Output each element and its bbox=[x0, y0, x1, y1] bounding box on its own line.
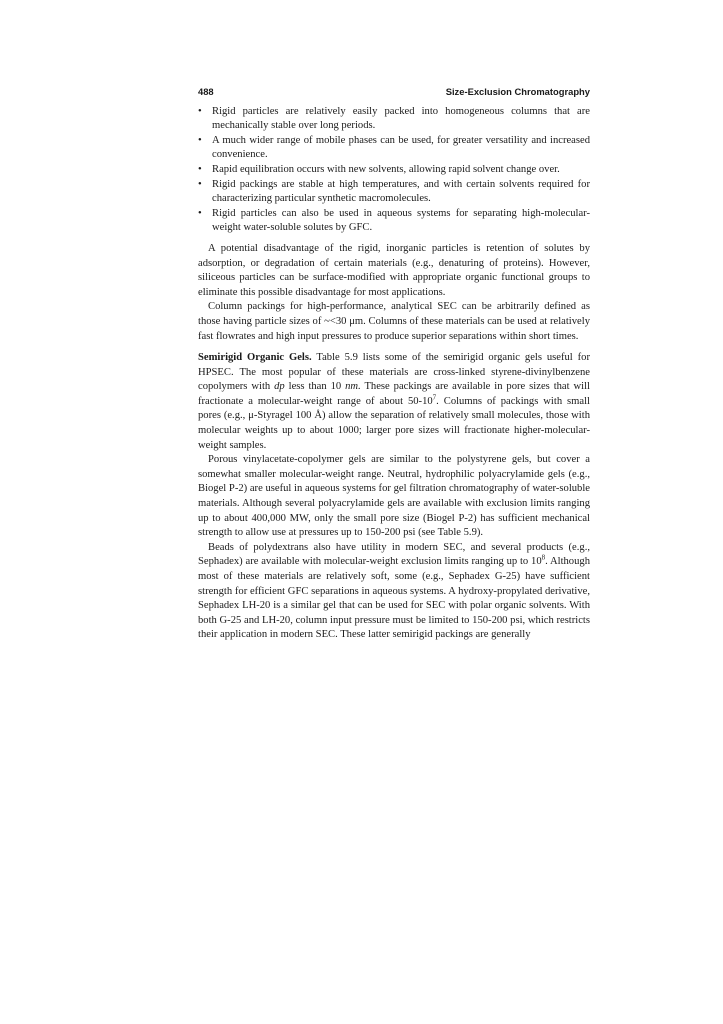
text-run: Beads of polydextrans also have utility in modern SEC, and several products (e.g., Sephadex) are available with molecular-weight exclusion limits ranging up to 10 bbox=[198, 541, 590, 568]
text-run: Table 5.9 lists some of the semirigid organic gels useful for HPSEC. The most popular of these materials are cross-linked styrene-divinylbenzene copolymers with bbox=[198, 352, 590, 393]
text-run-italic: dp bbox=[274, 381, 285, 393]
running-title: Size-Exclusion Chromatography bbox=[445, 86, 590, 97]
superscript: 7 bbox=[432, 393, 437, 402]
paragraph-semirigid-gels bbox=[198, 351, 590, 453]
list-item: • Rigid particles are relatively easily packed into homogeneous columns that are mechanically stable over long periods. bbox=[198, 105, 590, 134]
text-run: These packings are available in pore sizes that will fractionate a molecular-weight range of about 50-10 bbox=[198, 381, 590, 407]
text-run: . Although most of these materials are relatively soft, some (e.g., Sephadex G-25) have sufficient strength for efficient GFC separations in aqueous systems. A hydroxy-propylated derivative, Sephadex LH-20 is a similar gel that can be used for SEC with polar organic solvents. With both G-25 and LH-20, column input pressure must be limited to 150-200 psi, which restricts their application in modern SEC. These latter semirigid packings are generally bbox=[198, 556, 590, 641]
paragraph-disadvantage: A potential disadvantage of the rigid, inorganic particles is retention of solutes by adsorption, or degradation of certain materials (e.g., denaturing of proteins). However, siliceous particles can be surface-modified with appropriate organic functional groups to eliminate this possible disadvantage for most applications. bbox=[198, 242, 590, 298]
text-run: less than 10 bbox=[284, 381, 346, 393]
paragraph-vinylacetate-gels: Porous vinylacetate-copolymer gels are similar to the polystyrene gels, but cover a somewhat smaller molecular-weight range. Neutral, hydrophilic polyacrylamide gels (e.g., Biogel P-2) are useful in aqueous systems for gel filtration chromatography of water-soluble materials. Although several polyacrylamide gels are available with exclusion limits ranging up to about 400,000 MW, only the small pore size (Biogel P-2) has sufficient mechanical strength to allow use at pressures up to 150-200 psi (see Table 5.9). bbox=[198, 454, 590, 539]
paragraph-polydextrans bbox=[198, 541, 590, 643]
list-item: • Rigid particles can also be used in aqueous systems for separating high-molecular-weight water-soluble solutes by GFC. bbox=[198, 207, 590, 236]
section-heading: Semirigid Organic Gels. bbox=[198, 352, 312, 364]
text-run: . Columns of packings with small pores (e.g., μ-Styragel 100 Å) allow the separation of relatively small molecules, those with molecular weights up to about 1000; larger pore sizes will fractionate higher-molecular-weight samples. bbox=[198, 395, 590, 451]
running-header bbox=[198, 85, 590, 100]
page-number: 488 bbox=[198, 86, 214, 97]
text-run-italic: nm. bbox=[345, 381, 361, 393]
paragraph-column-packings: Column packings for high-performance, analytical SEC can be arbitrarily defined as those having particle sizes of ~<30 μm. Columns of these materials can be used at relatively fast flowrates and high input pressures to produce superior separations within short times. bbox=[198, 301, 590, 342]
superscript: 8 bbox=[541, 553, 546, 562]
list-item: • Rapid equilibration occurs with new solvents, allowing rapid solvent change over. bbox=[198, 163, 590, 178]
list-item: • Rigid packings are stable at high temperatures, and with certain solvents required for characterizing particular synthetic macromolecules. bbox=[198, 178, 590, 207]
book-page bbox=[198, 85, 590, 643]
advantages-list bbox=[198, 105, 590, 236]
advantages-list-block bbox=[198, 105, 590, 236]
list-item: • A much wider range of mobile phases can be used, for greater versatility and increased convenience. bbox=[198, 134, 590, 163]
